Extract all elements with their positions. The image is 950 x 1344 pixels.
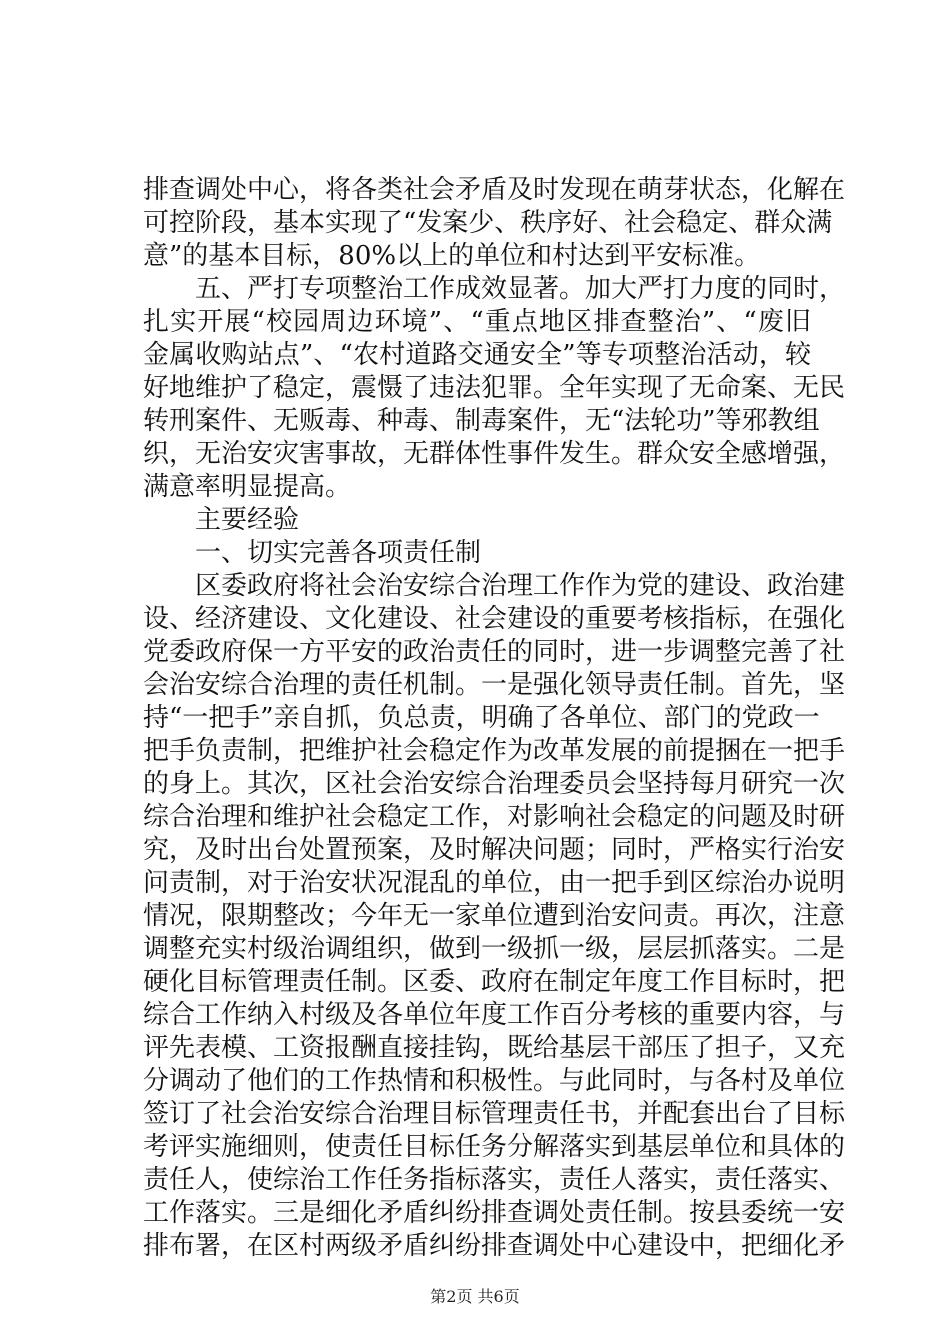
text-line: 持“一把手”亲自抓，负总责，明确了各单位、部门的党政一 [143, 703, 820, 733]
text-line: 扎实开展“校园周边环境”、“重点地区排查整治”、“废旧 [143, 307, 811, 337]
text-line: 硬化目标管理责任制。区委、政府在制定年度工作目标时，把 [143, 967, 846, 997]
text-line: 考评实施细则，使责任目标任务分解落实到基层单位和具体的 [143, 1132, 846, 1162]
text-line: 排查调处中心，将各类社会矛盾及时发现在萌芽状态，化解在 [143, 175, 846, 205]
section-heading: 主要经验 [195, 505, 300, 535]
text-line: 转刑案件、无贩毒、种毒、制毒案件，无“法轮功”等邪教组 [143, 406, 820, 436]
text-line: 党委政府保一方平安的政治责任的同时，进一步调整完善了社 [143, 637, 846, 667]
document-body [143, 174, 846, 1263]
text-line: 情况，限期整改；今年无一家单位遭到治安问责。再次，注意 [143, 901, 846, 931]
text-line: 好地维护了稳定，震慑了违法犯罪。全年实现了无命案、无民 [143, 373, 846, 403]
text-line: 评先表模、工资报酬直接挂钩，既给基层干部压了担子，又充 [143, 1033, 846, 1063]
text-line: 的身上。其次，区社会治安综合治理委员会坚持每月研究一次 [143, 769, 846, 799]
text-line: 究，及时出台处置预案，及时解决问题；同时，严格实行治安 [143, 835, 846, 865]
text-line: 可控阶段，基本实现了“发案少、秩序好、社会稳定、群众满 [143, 208, 833, 238]
text-line: 综合工作纳入村级及各单位年度工作百分考核的重要内容，与 [143, 1000, 846, 1030]
paragraph-first-line: 五、严打专项整治工作成效显著。加大严打力度的同时， [195, 274, 846, 304]
text-line: 意”的基本目标，80%以上的单位和村达到平安标准。 [143, 241, 761, 271]
text-line: 问责制，对于治安状况混乱的单位，由一把手到区综治办说明 [143, 868, 846, 898]
text-line: 设、经济建设、文化建设、社会建设的重要考核指标，在强化 [143, 604, 846, 634]
text-line: 责任人，使综治工作任务指标落实，责任人落实，责任落实、 [143, 1165, 846, 1195]
text-line: 金属收购站点”、“农村道路交通安全”等专项整治活动，较 [143, 340, 811, 370]
page-footer: 第2页 共6页 [430, 1287, 520, 1306]
text-line: 会治安综合治理的责任机制。一是强化领导责任制。首先，坚 [143, 670, 846, 700]
text-line: 工作落实。三是细化矛盾纠纷排查调处责任制。按县委统一安 [143, 1198, 846, 1228]
paragraph-first-line: 区委政府将社会治安综合治理工作作为党的建设、政治建 [195, 571, 846, 601]
text-line: 把手负责制，把维护社会稳定作为改革发展的前提捆在一把手 [143, 736, 846, 766]
text-line: 签订了社会治安综合治理目标管理责任书，并配套出台了目标 [143, 1099, 846, 1129]
text-line: 调整充实村级治调组织，做到一级抓一级，层层抓落实。二是 [143, 934, 846, 964]
text-line: 综合治理和维护社会稳定工作，对影响社会稳定的问题及时研 [143, 802, 846, 832]
text-line: 分调动了他们的工作热情和积极性。与此同时，与各村及单位 [143, 1066, 846, 1096]
text-line: 排布署，在区村两级矛盾纠纷排查调处中心建设中，把细化矛 [143, 1231, 846, 1261]
text-line: 织，无治安灾害事故，无群体性事件发生。群众安全感增强， [143, 439, 846, 469]
text-line: 满意率明显提高。 [143, 472, 352, 502]
subsection-heading: 一、切实完善各项责任制 [195, 538, 482, 568]
